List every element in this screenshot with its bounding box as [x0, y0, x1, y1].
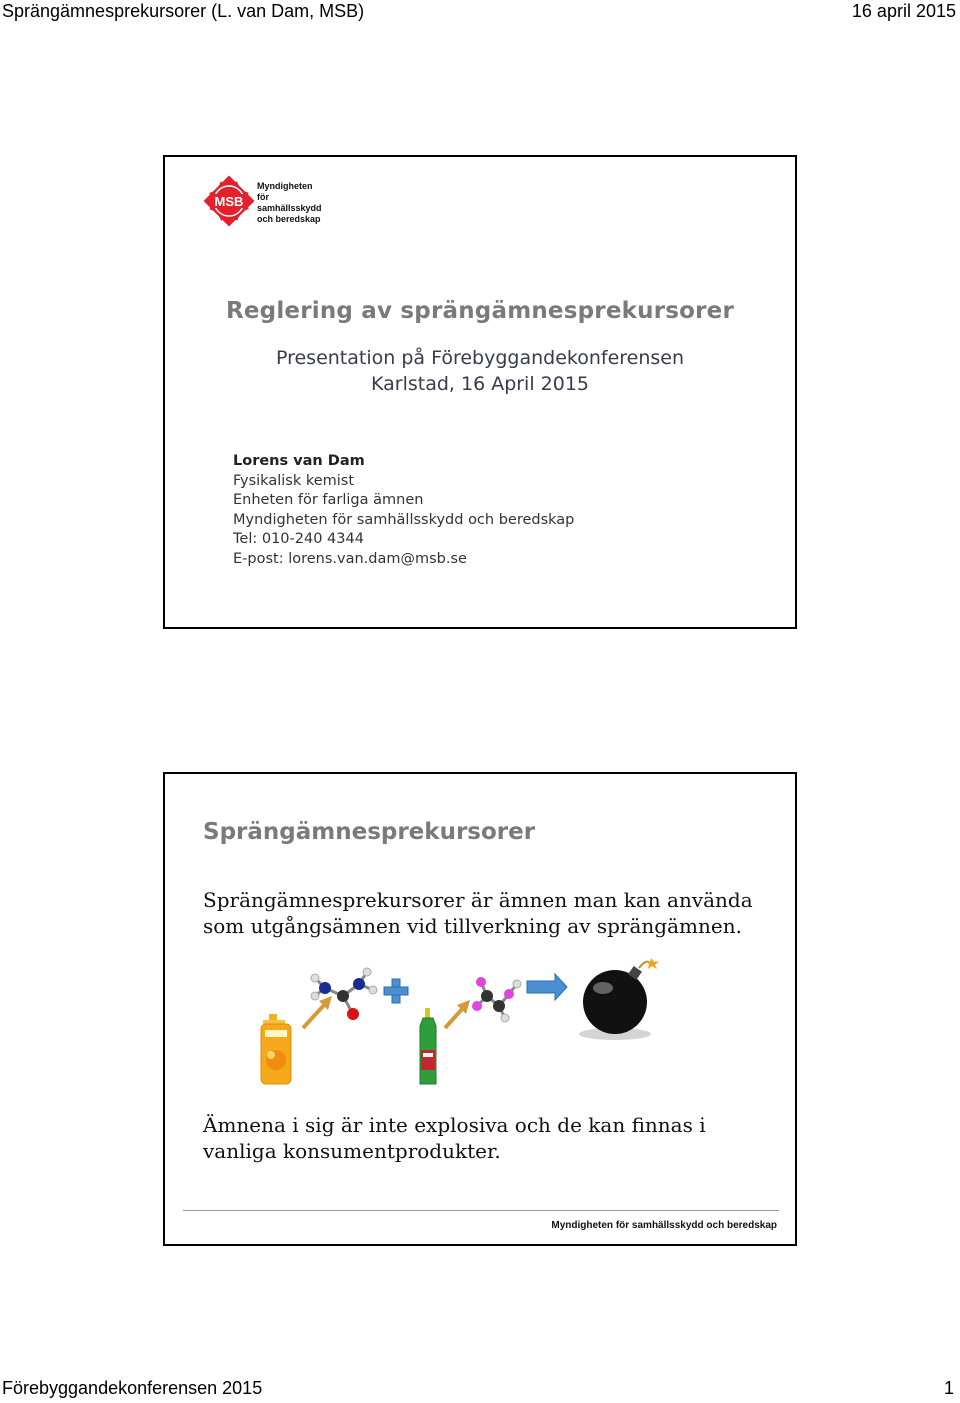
molecule-icon	[472, 977, 521, 1022]
page-header	[0, 0, 960, 26]
header-title: Sprängämnesprekursorer (L. van Dam, MSB)	[2, 1, 365, 21]
slide-1	[163, 155, 797, 629]
contact-email[interactable]: E-post: lorens.van.dam@msb.se	[233, 550, 467, 567]
contact-name: Lorens van Dam	[233, 453, 365, 469]
logo-line-2: samhällsskydd	[257, 203, 322, 213]
shampoo-bottle-icon	[261, 1014, 291, 1084]
slide-2	[163, 772, 797, 1246]
slide2-paragraph-1: Sprängämnesprekursorer är ämnen man kan använda som utgångsämnen vid tillverkning av sprängämnen.	[203, 888, 753, 938]
precursor-illustration	[255, 956, 675, 1096]
arrow-icon	[303, 996, 332, 1028]
logo-text	[257, 181, 323, 225]
msb-logo	[203, 175, 323, 225]
arrow-icon	[445, 1000, 470, 1028]
contact-unit: Enheten för farliga ämnen	[233, 492, 424, 508]
footer-conference: Förebyggandekonferensen 2015	[2, 1378, 263, 1398]
slide2-footer-divider	[183, 1210, 779, 1211]
contact-role: Fysikalisk kemist	[233, 472, 355, 489]
slide1-title: Reglering av sprängämnesprekursorer	[225, 298, 735, 324]
page-number: 1	[943, 1378, 954, 1398]
green-bottle-icon	[420, 1008, 436, 1084]
slide1-subtitle-1: Presentation på Förebyggandekonferensen	[275, 347, 685, 369]
molecule-icon	[311, 968, 377, 1020]
logo-line-3: och beredskap	[257, 214, 321, 224]
contact-agency: Myndigheten för samhällsskydd och beredskap	[233, 511, 575, 528]
logo-abbr: MSB	[214, 194, 244, 209]
slide1-subtitle-2: Karlstad, 16 April 2015	[370, 373, 590, 395]
slide2-title: Sprängämnesprekursorer	[203, 819, 536, 845]
slide2-paragraph-2: Ämnena i sig är inte explosiva och de kan finnas i vanliga konsumentprodukter.	[203, 1113, 706, 1163]
contact-phone: Tel: 010-240 4344	[233, 531, 364, 547]
logo-line-1: Myndigheten för	[257, 181, 313, 202]
arrow-right-icon	[527, 974, 567, 1000]
msb-logo-icon	[203, 175, 259, 231]
header-date: 16 april 2015	[851, 1, 956, 21]
bomb-icon	[579, 958, 659, 1040]
contact-info	[233, 452, 574, 569]
slide2-footer: Myndigheten för samhällsskydd och beredskap	[551, 1220, 777, 1231]
plus-icon	[384, 979, 408, 1003]
